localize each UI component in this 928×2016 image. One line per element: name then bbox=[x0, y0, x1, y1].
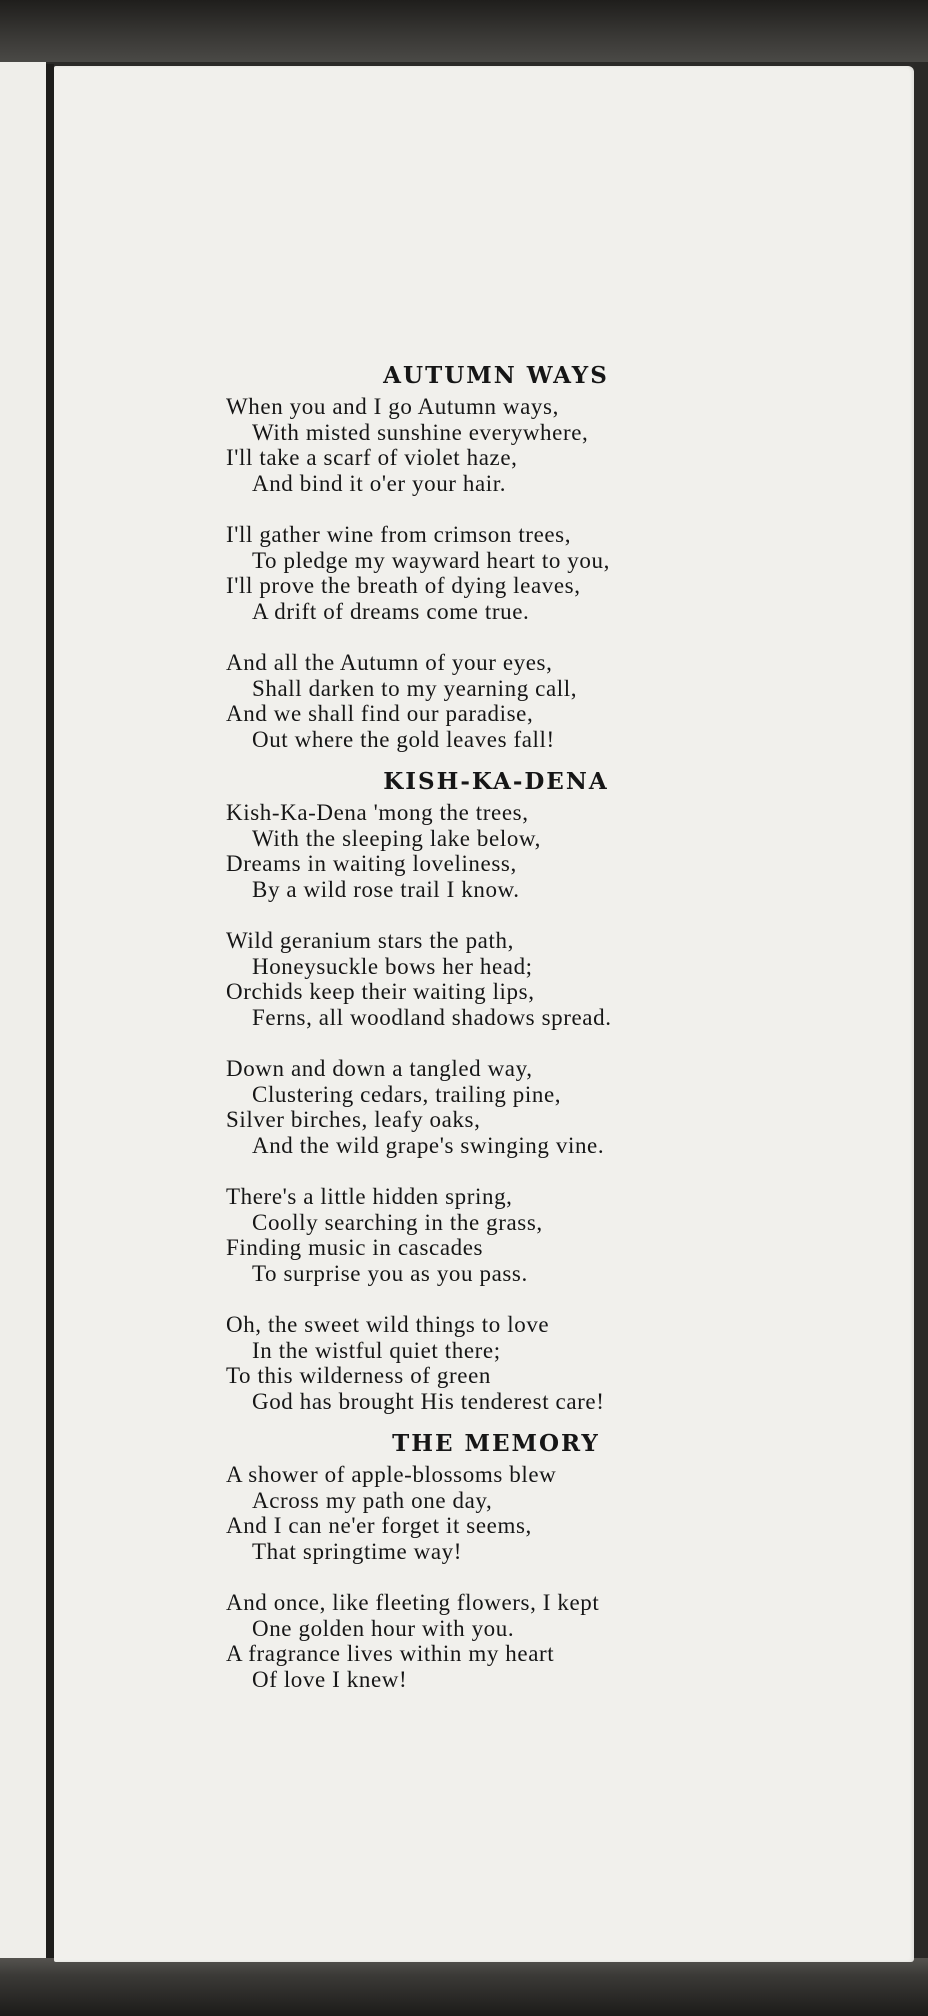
poem-line: And once, like fleeting flowers, I kept bbox=[226, 1590, 600, 1615]
book-gutter bbox=[46, 64, 54, 1962]
poem-line: And the wild grape's swinging vine. bbox=[252, 1132, 605, 1158]
poem-line: Ferns, all woodland shadows spread. bbox=[252, 1004, 612, 1030]
poem-title: KISH-KA-DENA bbox=[383, 768, 609, 795]
poem-line: Oh, the sweet wild things to love bbox=[226, 1312, 550, 1337]
poem-line: Out where the gold leaves fall! bbox=[252, 726, 555, 752]
poem-kish-ka-dena bbox=[226, 768, 766, 1414]
poem-line: Down and down a tangled way, bbox=[226, 1056, 533, 1081]
poem-line: And all the Autumn of your eyes, bbox=[226, 650, 553, 675]
poem-line: Across my path one day, bbox=[252, 1487, 493, 1513]
poem-line: When you and I go Autumn ways, bbox=[226, 394, 559, 419]
stanza bbox=[226, 928, 766, 1030]
poem-line: Orchids keep their waiting lips, bbox=[226, 979, 535, 1004]
poem-line: Honeysuckle bows her head; bbox=[252, 953, 533, 979]
poem-line: Silver birches, leafy oaks, bbox=[226, 1107, 481, 1132]
poem-line: A fragrance lives within my heart bbox=[226, 1641, 555, 1666]
scan-top-border bbox=[0, 0, 928, 62]
poem-title: THE MEMORY bbox=[392, 1430, 600, 1457]
stanza bbox=[226, 1462, 766, 1564]
stanza bbox=[226, 1056, 766, 1158]
facing-page-edge bbox=[0, 62, 46, 1962]
poem-line: Kish-Ka-Dena 'mong the trees, bbox=[226, 800, 529, 825]
poem-line: And we shall find our paradise, bbox=[226, 701, 534, 726]
poem-title: AUTUMN WAYS bbox=[383, 362, 609, 389]
poem-line: With the sleeping lake below, bbox=[252, 825, 541, 851]
poem-line: There's a little hidden spring, bbox=[226, 1184, 513, 1209]
poem-line: To this wilderness of green bbox=[226, 1363, 491, 1388]
poem-line: To surprise you as you pass. bbox=[252, 1260, 528, 1286]
poem-line: I'll prove the breath of dying leaves, bbox=[226, 573, 581, 598]
stanza bbox=[226, 1312, 766, 1414]
stanza bbox=[226, 1184, 766, 1286]
stanza bbox=[226, 394, 766, 496]
poem-line: By a wild rose trail I know. bbox=[252, 876, 520, 902]
poem-autumn-ways bbox=[226, 362, 766, 752]
poem-line: Wild geranium stars the path, bbox=[226, 928, 514, 953]
poem-line: A shower of apple-blossoms blew bbox=[226, 1462, 557, 1487]
poem-line: Finding music in cascades bbox=[226, 1235, 484, 1260]
poem-line: That springtime way! bbox=[252, 1538, 463, 1564]
poem-line: I'll take a scarf of violet haze, bbox=[226, 445, 518, 470]
poem-line: God has brought His tenderest care! bbox=[252, 1388, 605, 1414]
poem-line: With misted sunshine everywhere, bbox=[252, 419, 589, 445]
stanza bbox=[226, 522, 766, 624]
poem-line: One golden hour with you. bbox=[252, 1615, 515, 1641]
stanza bbox=[226, 800, 766, 902]
poem-line: In the wistful quiet there; bbox=[252, 1337, 501, 1363]
poem-line: Shall darken to my yearning call, bbox=[252, 675, 578, 701]
scan-bottom-border bbox=[0, 1958, 928, 2016]
scan-right-border bbox=[914, 62, 928, 1962]
stanza bbox=[226, 650, 766, 752]
poem-line: Coolly searching in the grass, bbox=[252, 1209, 543, 1235]
poem-line: To pledge my wayward heart to you, bbox=[252, 547, 610, 573]
stanza bbox=[226, 1590, 766, 1692]
poem-collection bbox=[226, 362, 766, 1708]
poem-line: A drift of dreams come true. bbox=[252, 598, 530, 624]
poem-line: Of love I knew! bbox=[252, 1666, 408, 1692]
poem-line: Dreams in waiting loveliness, bbox=[226, 851, 517, 876]
poem-line: Clustering cedars, trailing pine, bbox=[252, 1081, 562, 1107]
poem-line: And I can ne'er forget it seems, bbox=[226, 1513, 532, 1538]
poem-line: I'll gather wine from crimson trees, bbox=[226, 522, 572, 547]
poem-line: And bind it o'er your hair. bbox=[252, 470, 507, 496]
poem-the-memory bbox=[226, 1430, 766, 1692]
